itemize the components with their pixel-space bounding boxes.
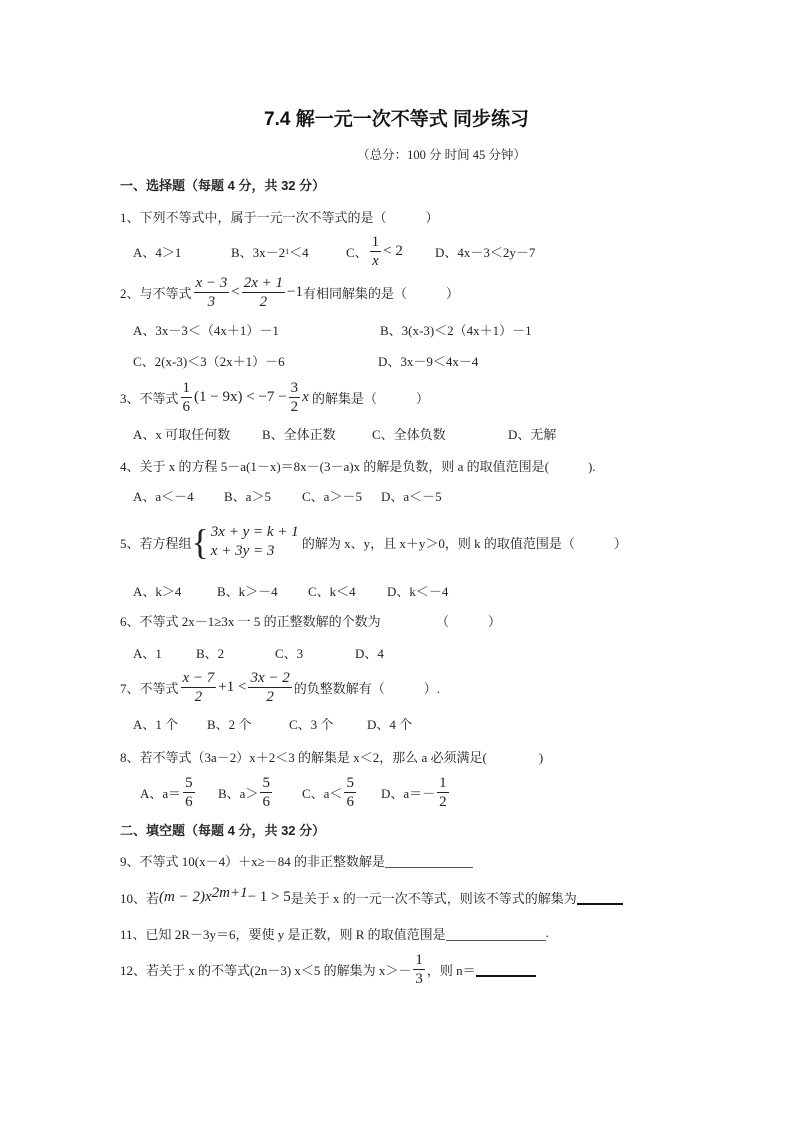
fraction: [437, 774, 449, 811]
q3-option-c: C、全体负数: [372, 426, 446, 442]
question-11: [120, 913, 549, 953]
q5-option-a: A、k＞4: [133, 583, 182, 599]
fraction: [194, 274, 230, 311]
denominator: 6: [262, 793, 270, 810]
q8-option-b: [218, 772, 274, 812]
numerator: 3x − 2: [250, 669, 290, 686]
question-6: 6、不等式 2x－1≥3x 一 5 的正整数解的个数为: [120, 613, 381, 629]
text: +1 <: [218, 678, 247, 695]
equation: x + 3y = 3: [210, 543, 275, 559]
q7-option-c: C、3 个: [289, 716, 334, 732]
q5-option-b: B、k＞－4: [217, 583, 278, 599]
denominator: 2: [439, 793, 447, 810]
text: 2、与不等式: [120, 285, 192, 301]
question-7: [120, 667, 440, 707]
q4-option-c: C、a＞－5: [302, 488, 362, 504]
q5-option-d: D、k＜－4: [387, 583, 449, 599]
text: D、a＝－: [381, 785, 436, 801]
subtitle: （总分：100 分 时间 45 分钟）: [357, 148, 526, 162]
numerator: 1: [371, 233, 380, 250]
numerator: 2x + 1: [243, 274, 284, 291]
denominator: 2: [259, 293, 268, 310]
q6-option-d: D、4: [355, 645, 384, 661]
text: 的负整数解有（ ）.: [293, 680, 441, 696]
q1-option-a: A、4＞1: [133, 244, 182, 260]
numerator: 1: [182, 379, 191, 396]
math: (m − 2)x: [159, 888, 212, 905]
q2-option-b: B、3(x-3)＜2（4x＋1）－1: [380, 322, 532, 338]
q2-option-c: C、2(x-3)＜3（2x＋1）－6: [133, 353, 285, 369]
text: −1: [287, 283, 304, 300]
denominator: x: [372, 252, 379, 269]
q8-option-a: [140, 772, 197, 812]
q3-option-b: B、全体正数: [262, 426, 336, 442]
text: 有相同解集的是（ ）: [303, 285, 460, 301]
text: 7、不等式: [120, 680, 179, 696]
q1-option-c: [346, 231, 403, 271]
answer-blank[interactable]: [446, 926, 546, 941]
text: 12、若关于 x 的不等式(2n－3) x＜5 的解集为 x＞－: [120, 962, 412, 978]
q3-option-a: A、x 可取任何数: [133, 426, 231, 442]
numerator: 1: [415, 951, 423, 968]
denominator: 3: [415, 970, 423, 987]
question-3: [120, 377, 429, 417]
denominator: 2: [194, 688, 203, 705]
section-heading-choice: 一、选择题（每题 4 分，共 32 分）: [120, 177, 326, 193]
numerator: 5: [346, 774, 354, 791]
numerator: 5: [185, 774, 193, 791]
text: C、a＜: [302, 785, 343, 801]
q4-option-d: D、a＜－5: [381, 488, 442, 504]
q8-option-d: [381, 772, 451, 812]
text: B、a＞: [218, 785, 259, 801]
equation-system: [211, 523, 299, 561]
numerator: x − 3: [195, 274, 228, 291]
q1-option-d: D、4x－3＜2y－7: [435, 244, 536, 260]
answer-blank[interactable]: [577, 889, 623, 905]
question-1: 1、下列不等式中，属于一元一次不等式的是（ ）: [120, 209, 439, 225]
q2-option-d: D、3x－9＜4x－4: [378, 353, 479, 369]
text: 3、不等式: [120, 390, 179, 406]
fraction: [289, 379, 301, 416]
answer-blank[interactable]: [385, 853, 473, 868]
text: A、a＝: [140, 785, 182, 801]
text: ＜4: [289, 244, 309, 260]
exponent: 2m+1: [211, 884, 248, 901]
text: 的解集是（ ）: [312, 390, 430, 406]
equation: 3x + y = k + 1: [210, 524, 299, 540]
text: < 2: [383, 242, 403, 259]
answer-blank[interactable]: [476, 961, 536, 977]
superscript: 1: [285, 246, 290, 256]
q2-option-a: A、3x－3＜（4x＋1）－1: [133, 322, 279, 338]
question-10: [120, 877, 623, 917]
denominator: 6: [185, 793, 193, 810]
numerator: x − 7: [182, 669, 215, 686]
fraction: [242, 274, 285, 311]
fraction: [181, 379, 193, 416]
question-2: [120, 272, 459, 312]
q7-option-d: D、4 个: [367, 716, 413, 732]
q6-option-c: C、3: [275, 645, 304, 661]
numerator: 5: [262, 774, 270, 791]
q1-option-b: [231, 231, 309, 271]
denominator: 6: [182, 398, 191, 415]
text: x: [302, 388, 309, 405]
q4-option-b: B、a＞5: [224, 488, 271, 504]
text: 5、若方程组: [120, 535, 192, 551]
question-8: 8、若不等式（3a－2）x＋2＜3 的解集是 x＜2，那么 a 必须满足( ): [120, 749, 544, 765]
text: ，则 n＝: [426, 962, 476, 978]
fraction: [344, 774, 356, 811]
section-heading-fill-in: 二、填空题（每题 4 分，共 32 分）: [120, 822, 326, 838]
q7-option-b: B、2 个: [207, 716, 252, 732]
text: 的解为 x、y，且 x＋y＞0，则 k 的取值范围是（ ）: [301, 535, 627, 551]
page-title: 7.4 解一元一次不等式 同步练习: [264, 109, 529, 130]
q6-option-b: B、2: [196, 645, 225, 661]
q3-option-d: D、无解: [508, 426, 557, 442]
fraction: [260, 774, 272, 811]
q7-option-a: A、1 个: [133, 716, 179, 732]
text: C、: [346, 244, 368, 260]
question-5: [120, 522, 627, 562]
fraction: [181, 669, 217, 706]
fraction: [413, 951, 425, 988]
text: 是关于 x 的一元一次不等式，则该不等式的解集为: [290, 890, 577, 906]
text: <: [231, 283, 240, 300]
q6-option-a: A、1: [133, 645, 162, 661]
fraction: [248, 669, 291, 706]
question-4: 4、关于 x 的方程 5－a(1－x)＝8x－(3－a)x 的解是负数，则 a 的取值范围是( ).: [120, 458, 596, 474]
text: .: [545, 925, 549, 940]
brace-icon: {: [191, 522, 209, 562]
denominator: 2: [290, 398, 299, 415]
q6-answer-paren: （ ）: [436, 613, 502, 629]
fraction: [183, 774, 195, 811]
text: 9、不等式 10(x－4）＋x≥－84 的非正整数解是: [120, 853, 385, 869]
question-9: [120, 840, 473, 880]
numerator: 3: [290, 379, 299, 396]
numerator: 1: [439, 774, 447, 791]
q8-option-c: [302, 772, 358, 812]
denominator: 6: [346, 793, 354, 810]
text: (1 − 9x) < −7 −: [194, 388, 287, 405]
text: 11、已知 2R－3y＝6，要使 y 是正数，则 R 的取值范围是: [120, 926, 446, 942]
fraction: [370, 233, 382, 270]
math: − 1 > 5: [247, 888, 291, 905]
text: 10、若: [120, 890, 160, 906]
question-12: [120, 949, 536, 989]
denominator: 2: [266, 688, 274, 705]
text: B、3x－2: [231, 244, 286, 260]
denominator: 3: [207, 293, 216, 310]
q4-option-a: A、a＜－4: [133, 488, 194, 504]
q5-option-c: C、k＜4: [308, 583, 356, 599]
